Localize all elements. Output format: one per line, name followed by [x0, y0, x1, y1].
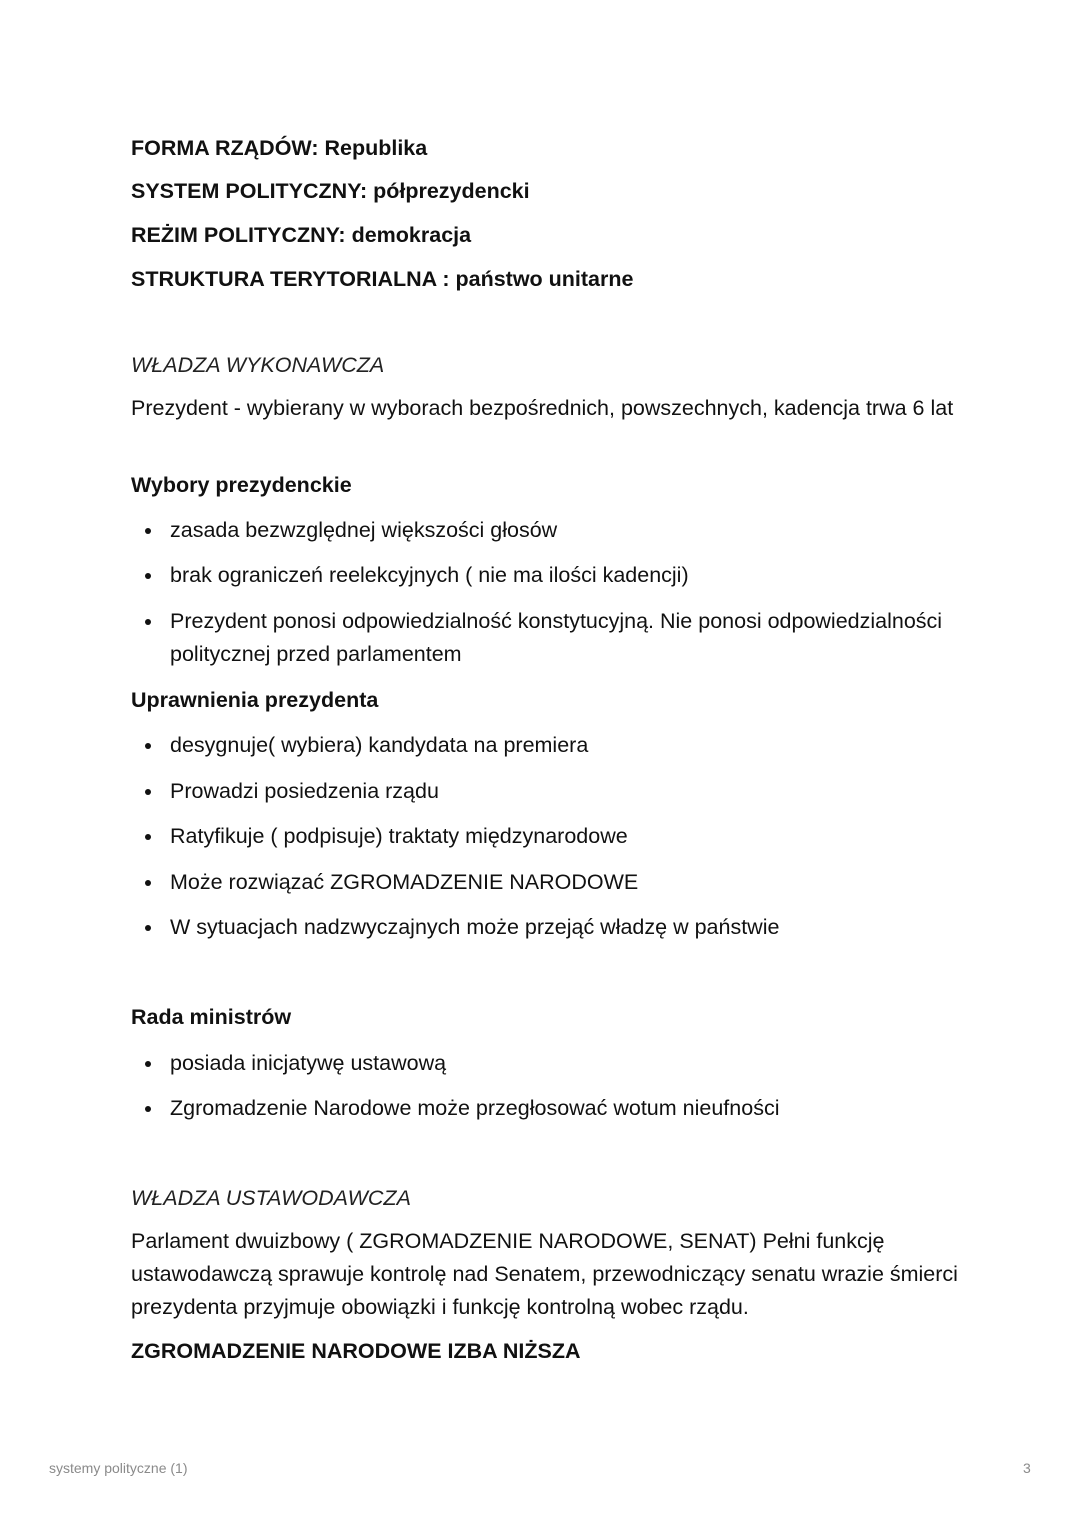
executive-heading: WŁADZA WYKONAWCZA: [131, 353, 385, 377]
list-item: Prezydent ponosi odpowiedzialność konstytucyjną. Nie ponosi odpowiedzialności politycznej przed parlamentem: [141, 605, 970, 671]
fact-value: państwo unitarne: [449, 267, 634, 291]
list-item: Zgromadzenie Narodowe może przegłosować wotum nieufności: [141, 1092, 970, 1125]
fact-territorial-structure: [131, 267, 633, 291]
legislative-heading: WŁADZA USTAWODAWCZA: [131, 1186, 411, 1210]
footer-document-title: systemy polityczne (1): [49, 1460, 188, 1476]
list-item: zasada bezwzględnej większości głosów: [141, 514, 970, 547]
powers-title: Uprawnienia prezydenta: [131, 688, 379, 712]
list-item: desygnuje( wybiera) kandydata na premiera: [141, 729, 970, 762]
council-title: Rada ministrów: [131, 1005, 292, 1029]
fact-political-system: [131, 179, 530, 203]
fact-label: SYSTEM POLITYCZNY:: [131, 179, 368, 203]
list-item: Ratyfikuje ( podpisuje) traktaty międzynarodowe: [141, 820, 970, 853]
fact-value: półprezydencki: [367, 179, 530, 203]
list-item: posiada inicjatywę ustawową: [141, 1047, 970, 1080]
list-item: Prowadzi posiedzenia rządu: [141, 775, 970, 808]
footer-page-number: 3: [1023, 1460, 1031, 1476]
fact-label: REŻIM POLITYCZNY:: [131, 223, 346, 247]
list-item: Może rozwiązać ZGROMADZENIE NARODOWE: [141, 866, 970, 899]
legislative-subheading: ZGROMADZENIE NARODOWE IZBA NIŻSZA: [131, 1339, 581, 1363]
fact-value: demokracja: [345, 223, 472, 247]
fact-value: Republika: [318, 136, 428, 160]
elections-title: Wybory prezydenckie: [131, 473, 352, 497]
fact-government-form: [131, 136, 427, 160]
fact-label: STRUKTURA TERYTORIALNA :: [131, 267, 450, 291]
fact-label: FORMA RZĄDÓW:: [131, 136, 319, 160]
list-item: brak ograniczeń reelekcyjnych ( nie ma ilości kadencji): [141, 559, 970, 592]
fact-political-regime: [131, 223, 471, 247]
legislative-text: Parlament dwuizbowy ( ZGROMADZENIE NARODOWE, SENAT) Pełni funkcję ustawodawczą sprawuje kontrolę nad Senatem, przewodniczący senatu wrazie śmierci prezydenta przyjmuje obowiązki i funkcję kontrolną wobec rządu.: [131, 1229, 958, 1319]
list-item: W sytuacjach nadzwyczajnych może przejąć władzę w państwie: [141, 911, 970, 944]
executive-intro: Prezydent - wybierany w wyborach bezpośrednich, powszechnych, kadencja trwa 6 lat: [131, 396, 954, 420]
